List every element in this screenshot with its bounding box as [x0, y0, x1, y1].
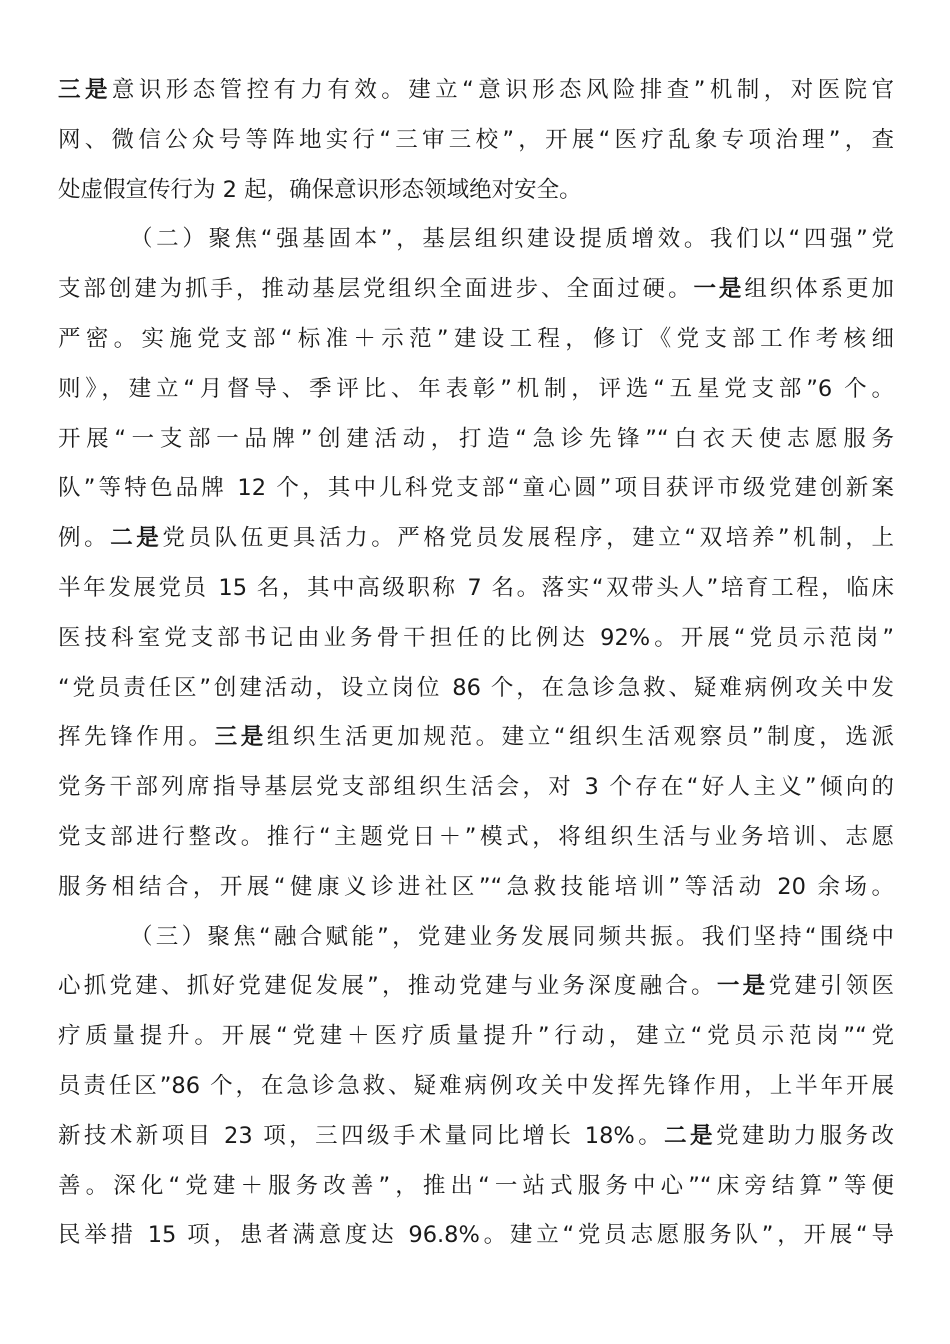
text-segment: 善。深化“党建＋服务改善”，推出“一站式服务中心”“床旁结算”等便	[58, 1172, 894, 1199]
text-segment: 党员队伍更具活力。严格党员发展程序，建立“双培养”机制，上	[162, 525, 894, 552]
text-segment: “党员责任区”创建活动，设立岗位 86 个，在急诊急救、疑难病例攻关中发	[58, 674, 894, 701]
text-segment: 党务干部列席指导基层党支部组织生活会，对 3 个存在“好人主义”倾向的	[58, 774, 894, 801]
text-segment: 疗质量提升。开展“党建＋医疗质量提升”行动，建立“党员示范岗”“党	[58, 1023, 894, 1050]
text-line	[58, 514, 894, 564]
text-segment: 服务相结合，开展“健康义诊进社区”“急救技能培训”等活动 20 余场。	[58, 873, 894, 900]
text-line	[58, 913, 894, 963]
text-line	[58, 315, 894, 365]
text-line	[58, 1012, 894, 1062]
document-page	[58, 66, 894, 1261]
text-line	[58, 813, 894, 863]
text-segment: （三）聚焦“融合赋能”，党建业务发展同频共振。我们坚持“围绕中	[130, 923, 894, 950]
text-segment: 党支部进行整改。推行“主题党日＋”模式，将组织生活与业务培训、志愿	[58, 823, 894, 850]
text-segment: 意识形态管控有力有效。建立“意识形态风险排查”机制，对医院官	[111, 77, 894, 103]
text-segment: 党建助力服务改	[715, 1122, 894, 1149]
text-segment: 半年发展党员 15 名，其中高级职称 7 名。落实“双带头人”培育工程，临床	[58, 574, 894, 601]
text-segment: 支部创建为抓手，推动基层党组织全面进步、全面过硬。	[58, 276, 694, 303]
text-segment: 三是	[58, 77, 112, 103]
text-segment: 组织体系更加	[744, 276, 894, 303]
text-line	[58, 614, 894, 664]
text-segment: 员责任区”86 个，在急诊急救、疑难病例攻关中发挥先锋作用，上半年开展	[58, 1072, 894, 1099]
text-segment: 党建引领医	[768, 973, 894, 1000]
text-line	[58, 1062, 894, 1112]
text-line	[58, 1211, 894, 1261]
text-segment: 网、微信公众号等阵地实行“三审三校”，开展“医疗乱象专项治理”，查	[58, 126, 894, 153]
text-segment: 处虚假宣传行为 2 起，确保意识形态领域绝对安全。	[58, 176, 582, 203]
text-segment: 民举措 15 项，患者满意度达 96.8%。建立“党员志愿服务队”，开展“导	[58, 1222, 894, 1249]
text-line	[58, 166, 894, 216]
text-segment: 新技术新项目 23 项，三四级手术量同比增长 18%。	[58, 1122, 665, 1149]
text-line	[58, 365, 894, 415]
text-segment: 一是	[693, 276, 745, 303]
text-segment: 二是	[110, 525, 163, 552]
text-segment: 一是	[716, 973, 769, 1000]
text-line	[58, 265, 894, 315]
text-segment: 心抓党建、抓好党建促发展”，推动党建与业务深度融合。	[58, 973, 717, 1000]
text-line	[58, 215, 894, 265]
text-segment: 队”等特色品牌 12 个，其中儿科党支部“童心圆”项目获评市级党建创新案	[58, 475, 894, 502]
text-segment: 组织生活更加规范。建立“组织生活观察员”制度，选派	[266, 724, 894, 751]
text-line	[58, 713, 894, 763]
text-line	[58, 962, 894, 1012]
text-segment: 开展“一支部一品牌”创建活动，打造“急诊先锋”“白衣天使志愿服务	[58, 425, 894, 452]
text-line	[58, 564, 894, 614]
text-segment: 则》，建立“月督导、季评比、年表彰”机制，评选“五星党支部”6 个。	[58, 375, 894, 402]
text-segment: 挥先锋作用。	[58, 724, 215, 751]
text-line	[58, 464, 894, 514]
text-line	[58, 863, 894, 913]
text-line	[58, 116, 894, 166]
text-line	[58, 66, 894, 116]
text-segment: 例。	[58, 525, 111, 552]
text-segment: 医技科室党支部书记由业务骨干担任的比例达 92%。开展“党员示范岗”	[58, 624, 894, 651]
text-segment: 二是	[664, 1122, 716, 1149]
text-segment: 严密。实施党支部“标准＋示范”建设工程，修订《党支部工作考核细	[58, 325, 894, 352]
text-line	[58, 664, 894, 714]
text-line	[58, 415, 894, 465]
text-line	[58, 1162, 894, 1212]
text-line	[58, 763, 894, 813]
text-segment: （二）聚焦“强基固本”，基层组织建设提质增效。我们以“四强”党	[130, 226, 894, 253]
text-line	[58, 1112, 894, 1162]
text-segment: 三是	[214, 724, 267, 751]
